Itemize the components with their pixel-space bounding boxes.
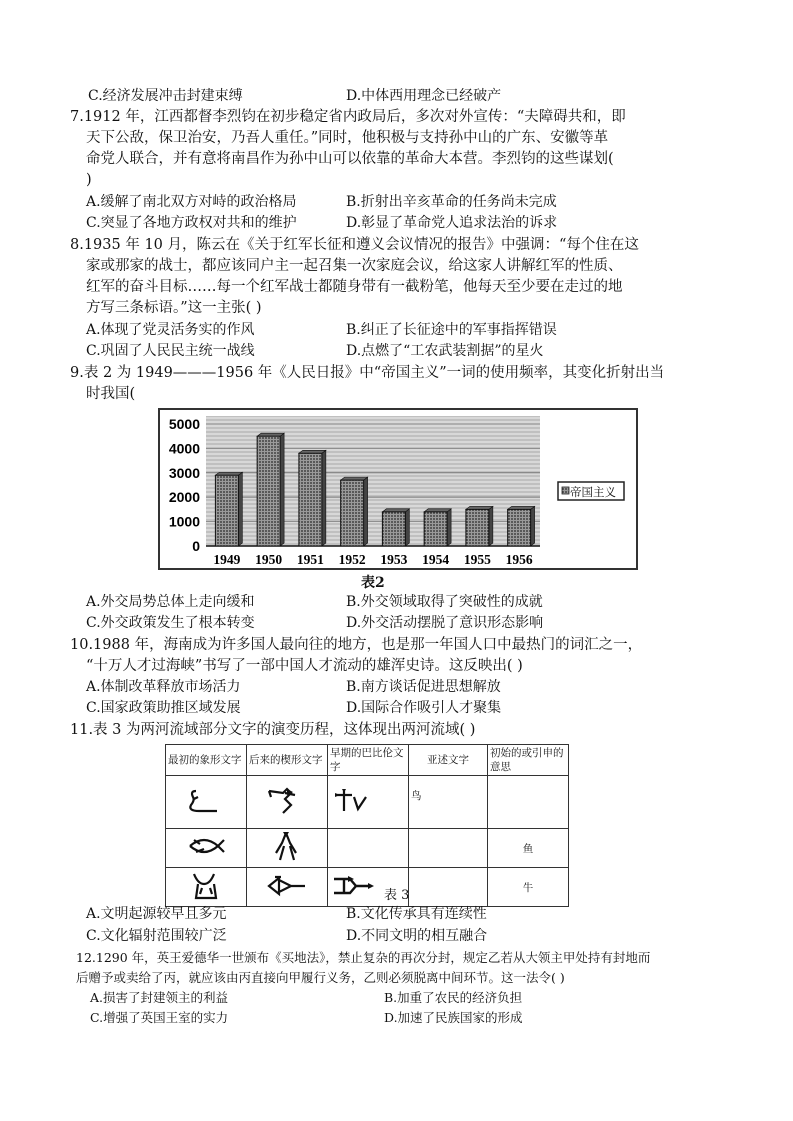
q11-option-d: D.不同文明的相互融合 [346,928,488,944]
cuneiform-bird-icon [247,776,328,829]
x-tick-label: 1950 [255,552,283,567]
q12-stem-line: 12.1290 年，英王爱德华一世颁布《买地法》，禁止复杂的再次分封，规定乙若从大领主甲处持有封地而 [76,950,651,965]
legend [558,482,624,500]
bar-side [447,509,451,546]
bar-side [364,477,368,546]
table-header-cell: 亚述文字 [409,745,488,776]
q10-option-c: C.国家政策助推区域发展 [86,700,241,716]
table-row [166,829,569,868]
table-cell-empty [328,829,409,868]
bar-1950 [257,436,280,546]
script-evolution-table [165,744,569,907]
table-cell-empty [488,776,569,829]
q8-option-b: B.纠正了长征途中的军事指挥错误 [346,322,557,338]
x-tick-label: 1954 [422,552,450,567]
q10-option-b: B.南方谈话促进思想解放 [346,679,501,695]
pictograph-ox-icon [166,868,247,907]
x-tick-label: 1952 [338,552,366,567]
y-tick-label: 0 [192,538,200,554]
q8-option-a: A.体现了党灵活务实的作风 [86,322,255,338]
y-tick-label: 4000 [168,440,200,457]
q6-option-d: D.中体西用理念已经破产 [346,88,502,104]
table-header-cell: 后来的楔形文字 [247,745,328,776]
table-cell-empty [409,868,488,907]
bar-1954 [424,512,447,546]
bird-meaning: 鸟 [409,776,488,829]
bar-1952 [341,480,364,546]
y-tick-label: 3000 [168,464,200,481]
bar-1951 [299,453,322,546]
q7-stem-line: ) [86,172,92,188]
table-header-cell: 最初的象形文字 [166,745,247,776]
q12-stem-line: 后赠予或卖给了丙，就应该由丙直接向甲履行义务，乙则必须脱离中间环节。这一法令( ) [76,970,565,985]
pictograph-fish-icon [166,829,247,868]
q7-option-a: A.缓解了南北双方对峙的政治格局 [86,194,297,210]
y-tick-label: 5000 [168,416,200,432]
table-header-cell: 初始的或引申的意思 [488,745,569,776]
q8-stem-line: 8.1935 年 10 月，陈云在《关于红军长征和遵义会议情况的报告》中强调：“每个住在这 [70,237,639,253]
x-tick-label: 1953 [380,552,408,567]
table-header-row [166,745,569,776]
x-tick-label: 1956 [505,552,533,567]
q9-option-b: B.外交领域取得了突破性的成就 [346,594,543,610]
pictograph-bird-icon [166,776,247,829]
bar-chart-frequency [158,408,638,570]
x-tick-label: 1955 [463,552,491,567]
q11-stem-line: 11.表 3 为两河流域部分文字的演变历程，这体现出两河流域( ) [70,722,476,738]
y-tick-label: 1000 [168,513,200,530]
q8-option-c: C.巩固了人民民主统一战线 [86,343,255,359]
bar-1953 [382,512,405,546]
table-header-cell: 早期的巴比伦文字 [328,745,409,776]
q8-stem-line: 方写三条标语。”这一主张( ) [86,300,262,316]
q9-option-a: A.外交局势总体上走向缓和 [86,594,255,610]
bar-chart-svg [160,410,636,568]
table-caption: 表 3 [384,888,410,903]
chart-caption: 表2 [361,575,385,591]
cuneiform-fish-icon [247,829,328,868]
q7-option-c: C.突显了各地方政权对共和的维护 [86,215,297,231]
q8-stem-line: 红军的奋斗目标……每一个红军战士都随身带有一截粉笔，他每天至少要在走过的地 [86,279,623,295]
q11-option-a: A.文明起源较早且多元 [86,906,227,922]
q10-option-a: A.体制改革释放市场活力 [86,679,241,695]
bar-1956 [508,509,531,546]
q7-stem-line: 7.1912 年，江西都督李烈钧在初步稳定省内政局后，多次对外宣传：“夫障碍共和，即 [70,109,626,125]
table-row [166,776,569,829]
y-tick-label: 2000 [168,489,200,506]
q12-option-b: B.加重了农民的经济负担 [384,990,523,1005]
ox-meaning: 牛 [488,868,569,907]
table-cell-empty [409,829,488,868]
cuneiform-ox-icon [247,868,328,907]
q7-stem-line: 命党人联合，并有意将南昌作为孙中山可以依靠的革命大本营。李烈钧的这些谋划( [86,151,614,167]
legend-label: 帝国主义 [570,487,616,499]
q9-option-d: D.外交活动摆脱了意识形态影响 [346,615,544,631]
q6-option-c: C.经济发展冲击封建束缚 [88,88,243,104]
q9-stem-line: 时我国( [86,386,136,402]
q10-stem-line: 10.1988 年，海南成为许多国人最向往的地方，也是那一年国人口中最热门的词汇之一， [70,637,643,653]
q10-stem-line: “十万人才过海峡”书写了一部中国人才流动的雄浑史诗。这反映出( ) [86,658,523,674]
fish-meaning: 鱼 [488,829,569,868]
q12-option-c: C.增强了英国王室的实力 [90,1010,229,1025]
q11-option-c: C.文化辐射范围较广泛 [86,928,227,944]
q8-option-d: D.点燃了“工农武装割据”的星火 [346,343,544,359]
bar-1949 [215,475,238,546]
q9-stem-line: 9.表 2 为 1949———1956 年《人民日报》中“帝国主义”一词的使用频率，其变化折射出当 [70,365,665,381]
bar-side [322,450,326,546]
q12-option-a: A.损害了封建领主的利益 [90,990,229,1005]
x-tick-label: 1949 [213,552,241,567]
q12-option-d: D.加速了民族国家的形成 [384,1010,523,1025]
q9-option-c: C.外交政策发生了根本转变 [86,615,255,631]
table-row [166,868,569,907]
bar-side [280,433,284,546]
q7-stem-line: 天下公敌，保卫治安，乃吾人重任。”同时，他积极与支持孙中山的广东、安徽等革 [86,130,609,146]
bar-side [531,506,535,546]
x-tick-label: 1951 [296,552,324,567]
q10-option-d: D.国际合作吸引人才聚集 [346,700,502,716]
babylonian-bird-icon [328,776,409,829]
bar-1955 [466,509,489,546]
q7-option-b: B.折射出辛亥革命的任务尚未完成 [346,194,557,210]
q7-option-d: D.彰显了革命党人追求法治的诉求 [346,215,558,231]
legend-swatch [562,487,569,494]
bar-side [489,506,493,546]
bar-side [405,509,409,546]
q11-option-b: B.文化传承具有连续性 [346,906,487,922]
q8-stem-line: 家或那家的战士，都应该同户主一起召集一次家庭会议，给这家人讲解红军的性质、 [86,258,623,274]
bar-side [238,472,242,546]
